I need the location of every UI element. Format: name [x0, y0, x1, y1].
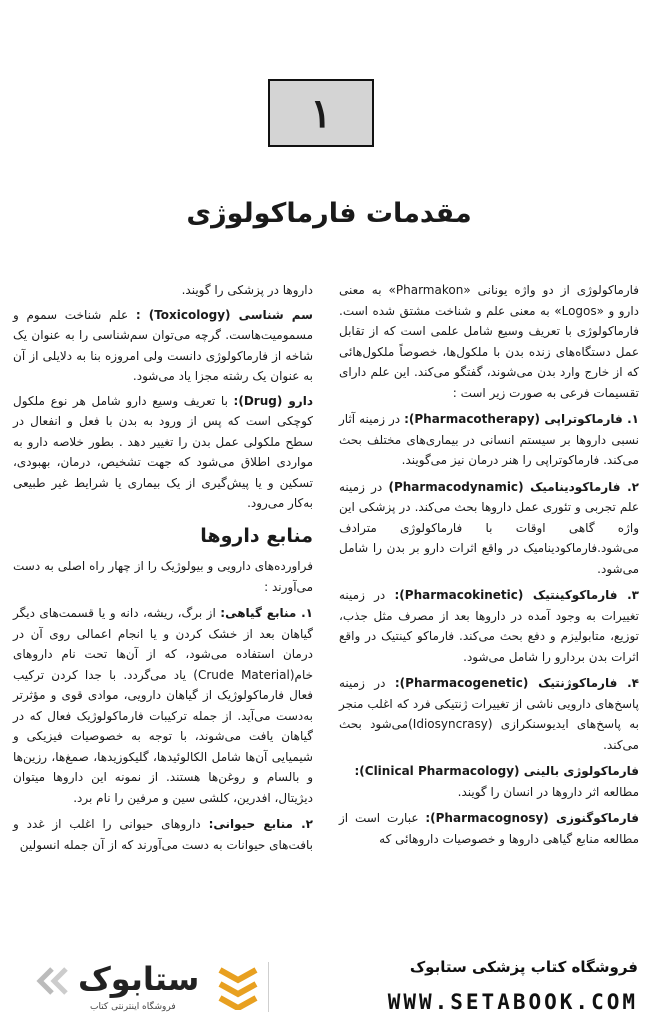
list-item-heading: ۴. فارماکوژنتیک (Pharmacogenetic): [394, 676, 639, 690]
source-plant-paragraph [13, 603, 313, 808]
list-item-text: در زمینه تغییرات به وجود آمده در داروها بعد از مصرف مثل جذب، توزیع، متابولیزم و دفع بحث می‌کند. فارماکو کینتیک در واقع اثرات بدن بردارو را شامل می‌شود. [339, 588, 639, 664]
toxicology-text: علم شناخت سموم و مسمومیت‌هاست. گرچه می‌توان سم‌شناسی را به عنوان یک شاخه از فارماکولوژی دانست ولی امروزه بنا به دلایلی از آن به عنوان یک رشته مجزا یاد می‌شود. [13, 307, 313, 383]
footer-banner [0, 950, 658, 1023]
drug-paragraph [13, 391, 313, 514]
toxicology-paragraph [13, 305, 313, 387]
continued-text: داروها در پزشکی را گویند. [181, 283, 313, 297]
chapter-number-box [268, 79, 374, 147]
source-animal-text: داروهای حیوانی را اغلب از غدد و بافت‌های حیوانات به دست می‌آورند که از آن جمله انسولین [13, 817, 313, 852]
page-bottom-fade [0, 905, 658, 950]
logo-tagline: فروشگاه اینترنتی کتاب [90, 1002, 176, 1012]
list-item-pharmacotherapy [339, 409, 639, 471]
list-item-heading: ۳. فارماکوکینتیک (Pharmacokinetic): [394, 588, 639, 602]
pharmacognosy-heading: فارماکوگنوزی (Pharmacognosy): [425, 811, 639, 825]
list-item-heading: ۲. فارماکودینامیک (Pharmacodynamic) [388, 479, 639, 494]
footer-divider [268, 962, 269, 1012]
pharmacognosy-text: عبارت است از مطالعه منابع گیاهی داروها و خصوصیات داروهائی که [339, 811, 639, 846]
logo-wordmark: ستابوک [78, 960, 200, 998]
source-animal-heading: ۲. منابع حیوانی: [208, 817, 313, 831]
section-title-drug-sources: منابع داروها [200, 524, 313, 547]
list-item-text: در زمینه پاسخ‌های دارویی ناشی از تغییرات ژنتیکی فرد که اغلب منجر به پاسخ‌های ایدیوسنکرازی (Idiosyncrasy)می‌شود بحث می‌کند. [339, 676, 639, 752]
setabook-logo-icon [216, 964, 260, 1014]
store-url-link[interactable]: WWW.SETABOOK.COM [387, 990, 638, 1014]
chapter-title: مقدمات فارماکولوژی [186, 198, 472, 229]
drug-heading: دارو (Drug): [233, 393, 313, 408]
clinical-pharmacology-paragraph [339, 761, 639, 802]
source-plant-text: از برگ، ریشه، دانه و یا قسمت‌های دیگر گیاهان بعد از خشک کردن و یا انجام اعمالی روی آن در درمان استفاده می‌شود، که از آن‌ها تحت نام داروهای خام(Crude Material) یاد می‌گردد. با جدا کردن ترکیب فعال فارماکولوژیک از گیاهان دارویی، موادی قوی و مؤثرتر به‌دست می‌آید. از جمله ترکیبات فارماکولوژیک فعال که در گیاهان یافت می‌شوند، با توجه به خصوصیات فیزیکی و شیمیایی آن‌ها شامل الکالوئیدها، گلیکوزیدها، صمغ‌ها، رزین‌ها و بالسام و روغن‌ها هستند. از نمونه این داروها میتوان دیژیتال، افدرین، کلشی سین و مرفین را نام برد. [13, 606, 314, 805]
list-item-heading: ۱. فارماکوتراپی (Pharmacotherapy): [404, 412, 639, 426]
list-item-pharmacogenetic [339, 673, 639, 755]
right-column [339, 280, 639, 849]
intro-paragraph: فارماکولوژی از دو واژه یونانی «Pharmakon» به معنی دارو و «Logos» به معنی علم و شناخت مشتق شده است. فارماکولوژی با تعریف وسیع شامل علمی است که از تقابل عمل دستگاه‌های زنده بدن با ملکول‌ها، خصوصاً ملکول‌هائی که از خارج وارد بدن می‌شوند، گفتگو می‌کند. این علم دارای تقسیمات فرعی به صورت زیر است : [339, 283, 640, 400]
store-name: فروشگاه کتاب پزشکی ستابوک [409, 958, 638, 976]
left-column [13, 280, 313, 855]
list-item-pharmacokinetic [339, 585, 639, 667]
toxicology-heading: سم شناسی (Toxicology) : [135, 307, 313, 322]
pharmacognosy-paragraph [339, 808, 639, 849]
drug-text: با تعریف وسیع دارو شامل هر نوع ملکول کوچکی است که پس از ورود به بدن با فعل و انفعال در سطح ملکولی عمل بدن را تغییر دهد . بطور خلاصه دارو به مواردی اطلاق می‌شود که جهت تشخیص، درمان، بهبودی، تسکین و یا پیش‌گیری از یک بیماری یا شرایط غیر طبیعی به‌کار می‌رود. [13, 393, 313, 510]
source-plant-heading: ۱. منابع گیاهی: [220, 606, 313, 620]
list-item-pharmacodynamic [339, 477, 639, 580]
list-item-text: در زمینه علم تجربی و تئوری عمل داروها بحث می‌کند. در پزشکی این واژه گاهی اوقات با فارماکولوژی مترادف می‌شود.فارماکودینامیک در واقع اثرات دارو بر بدن را شامل می‌شود. [339, 479, 639, 576]
clinical-pharmacology-heading: فارماکولوژی بالینی (Clinical Pharmacology): [354, 764, 639, 778]
clinical-pharmacology-text: مطالعه اثر داروها در انسان را گویند. [457, 784, 639, 799]
list-item-text: در زمینه آثار نسبی داروها بر سیستم انسانی در بیماری‌های مختلف بحث می‌کند. فارماکوتراپی را هنر درمان نیز می‌گویند. [339, 412, 639, 467]
source-animal-paragraph [13, 814, 313, 855]
chapter-number: ۱ [310, 89, 332, 137]
chevron-left-icon [34, 966, 74, 1000]
section-intro: فراورده‌های دارویی و بیولوژیک را از چهار راه اصلی به دست می‌آورند : [13, 559, 313, 594]
